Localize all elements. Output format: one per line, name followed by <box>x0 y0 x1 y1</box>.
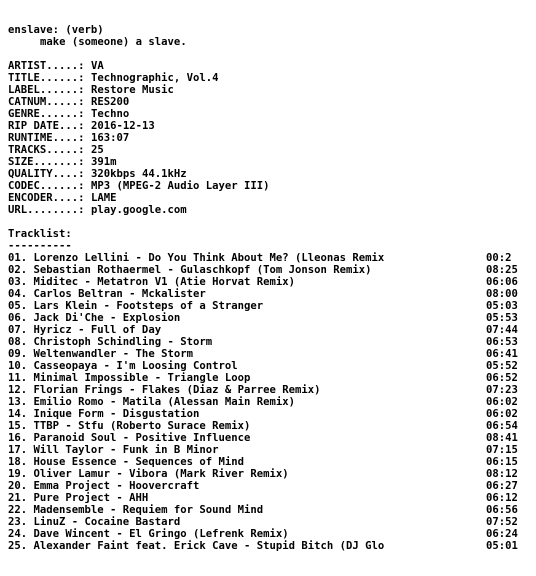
track-row <box>8 456 528 468</box>
info-key: RIP DATE... <box>8 120 79 132</box>
track-row <box>8 312 528 324</box>
info-line <box>8 120 536 132</box>
track-title: 20. Emma Project - Hoovercraft <box>8 480 200 492</box>
track-title: 25. Alexander Faint feat. Erick Cave - Stupid Bitch (DJ Glo <box>8 540 385 552</box>
info-separator: : <box>78 168 91 180</box>
track-title: 14. Inique Form - Disgustation <box>8 408 200 420</box>
info-separator: : <box>78 156 91 168</box>
blank-line <box>8 216 536 228</box>
track-title: 24. Dave Wincent - El Gringo (Lefrenk Remix) <box>8 528 289 540</box>
blank-line <box>8 48 536 60</box>
track-row <box>8 492 528 504</box>
track-title: 22. Madensemble - Requiem for Sound Mind <box>8 504 264 516</box>
track-row <box>8 528 528 540</box>
info-key: LABEL...... <box>8 84 79 96</box>
info-key: RUNTIME.... <box>8 132 79 144</box>
track-duration: 06:41 <box>486 348 518 360</box>
info-line <box>8 96 536 108</box>
track-title: 12. Florian Frings - Flakes (Diaz & Parree Remix) <box>8 384 321 396</box>
info-value: 320kbps 44.1kHz <box>90 168 187 180</box>
track-duration: 06:54 <box>486 420 518 432</box>
info-value: Technographic, Vol.4 <box>90 72 219 84</box>
info-line <box>8 180 536 192</box>
info-line <box>8 84 536 96</box>
definition-headword: enslave: (verb) <box>8 24 104 36</box>
track-row <box>8 432 528 444</box>
track-title: 21. Pure Project - AHH <box>8 492 149 504</box>
info-line <box>8 132 536 144</box>
track-row <box>8 276 528 288</box>
track-title: 05. Lars Klein - Footsteps of a Stranger <box>8 300 264 312</box>
info-separator: : <box>78 84 91 96</box>
track-duration: 05:53 <box>486 312 518 324</box>
track-duration: 06:06 <box>486 276 518 288</box>
info-key: TITLE...... <box>8 72 79 84</box>
track-row <box>8 516 528 528</box>
track-row <box>8 336 528 348</box>
track-duration: 06:27 <box>486 480 518 492</box>
track-title: 15. TTBP - Stfu (Roberto Surace Remix) <box>8 420 251 432</box>
info-value: 25 <box>90 144 104 156</box>
track-duration: 06:02 <box>486 408 518 420</box>
info-line <box>8 192 536 204</box>
track-duration: 08:00 <box>486 288 518 300</box>
info-value: play.google.com <box>90 204 187 216</box>
track-title: 18. House Essence - Sequences of Mind <box>8 456 244 468</box>
tracklist-heading: Tracklist: <box>8 228 72 240</box>
track-row <box>8 468 528 480</box>
track-duration: 08:25 <box>486 264 518 276</box>
info-value: VA <box>90 60 104 72</box>
track-title: 11. Minimal Impossible - Triangle Loop <box>8 372 251 384</box>
track-title: 16. Paranoid Soul - Positive Influence <box>8 432 251 444</box>
track-title: 01. Lorenzo Lellini - Do You Think About Me? (Lleonas Remix <box>8 252 385 264</box>
info-separator: : <box>78 132 91 144</box>
track-duration: 06:24 <box>486 528 518 540</box>
track-duration: 07:15 <box>486 444 518 456</box>
info-value: MP3 (MPEG-2 Audio Layer III) <box>90 180 270 192</box>
track-duration: 08:12 <box>486 468 518 480</box>
info-key: URL........ <box>8 204 79 216</box>
track-row <box>8 384 528 396</box>
info-separator: : <box>78 72 91 84</box>
track-row <box>8 504 528 516</box>
info-value: Techno <box>90 108 130 120</box>
info-key: ARTIST..... <box>8 60 79 72</box>
track-title: 03. Miditec - Metatron V1 (Atie Horvat Remix) <box>8 276 296 288</box>
info-separator: : <box>78 180 91 192</box>
track-row <box>8 348 528 360</box>
track-duration: 07:23 <box>486 384 518 396</box>
track-title: 13. Emilio Romo - Matila (Alessan Main Remix) <box>8 396 296 408</box>
info-separator: : <box>78 96 91 108</box>
track-title: 23. LinuZ - Cocaine Bastard <box>8 516 181 528</box>
track-title: 09. Weltenwandler - The Storm <box>8 348 193 360</box>
info-key: CATNUM..... <box>8 96 79 108</box>
track-row <box>8 252 528 264</box>
track-row <box>8 372 528 384</box>
info-key: ENCODER.... <box>8 192 79 204</box>
track-title: 10. Casseopaya - I'm Loosing Control <box>8 360 238 372</box>
info-value: LAME <box>90 192 117 204</box>
track-title: 02. Sebastian Rothaermel - Gulaschkopf (Tom Jonson Remix) <box>8 264 372 276</box>
info-separator: : <box>78 144 91 156</box>
info-line <box>8 168 536 180</box>
info-value: 391m <box>90 156 117 168</box>
tracklist <box>8 252 536 552</box>
info-line <box>8 204 536 216</box>
track-title: 17. Will Taylor - Funk in B Minor <box>8 444 219 456</box>
info-key: GENRE...... <box>8 108 79 120</box>
track-duration: 07:44 <box>486 324 518 336</box>
definition-meaning: make (someone) a slave. <box>40 36 187 48</box>
info-value: RES200 <box>90 96 130 108</box>
info-key: SIZE....... <box>8 156 79 168</box>
info-line <box>8 108 536 120</box>
track-duration: 06:56 <box>486 504 518 516</box>
track-duration: 07:52 <box>486 516 518 528</box>
track-row <box>8 396 528 408</box>
track-row <box>8 408 528 420</box>
track-title: 19. Oliver Lamur - Vibora (Mark River Remix) <box>8 468 289 480</box>
nfo-document <box>8 24 536 552</box>
info-value: 163:07 <box>90 132 130 144</box>
track-duration: 06:12 <box>486 492 518 504</box>
info-value: Restore Music <box>90 84 174 96</box>
info-value: 2016-12-13 <box>90 120 155 132</box>
info-separator: : <box>78 108 91 120</box>
track-title: 07. Hyricz - Full of Day <box>8 324 162 336</box>
info-line <box>8 144 536 156</box>
info-key: TRACKS..... <box>8 144 79 156</box>
track-row <box>8 324 528 336</box>
track-duration: 06:15 <box>486 456 518 468</box>
info-separator: : <box>78 60 91 72</box>
info-line <box>8 60 536 72</box>
track-duration: 08:41 <box>486 432 518 444</box>
track-row <box>8 444 528 456</box>
info-line <box>8 72 536 84</box>
track-row <box>8 540 528 552</box>
info-separator: : <box>78 204 91 216</box>
track-row <box>8 264 528 276</box>
track-duration: 06:53 <box>486 336 518 348</box>
track-duration: 05:03 <box>486 300 518 312</box>
info-line <box>8 156 536 168</box>
tracklist-rule: ---------- <box>8 240 72 252</box>
track-duration: 06:02 <box>486 396 518 408</box>
release-info <box>8 60 536 216</box>
track-row <box>8 360 528 372</box>
track-duration: 05:52 <box>486 360 518 372</box>
track-duration: 00:2 <box>486 252 512 264</box>
track-row <box>8 300 528 312</box>
info-key: CODEC...... <box>8 180 79 192</box>
track-title: 04. Carlos Beltran - Mckalister <box>8 288 206 300</box>
info-key: QUALITY.... <box>8 168 79 180</box>
track-row <box>8 480 528 492</box>
track-row <box>8 420 528 432</box>
track-title: 08. Christoph Schindling - Storm <box>8 336 213 348</box>
track-row <box>8 288 528 300</box>
track-duration: 05:01 <box>486 540 518 552</box>
track-title: 06. Jack Di'Che - Explosion <box>8 312 181 324</box>
info-separator: : <box>78 120 91 132</box>
info-separator: : <box>78 192 91 204</box>
track-duration: 06:52 <box>486 372 518 384</box>
